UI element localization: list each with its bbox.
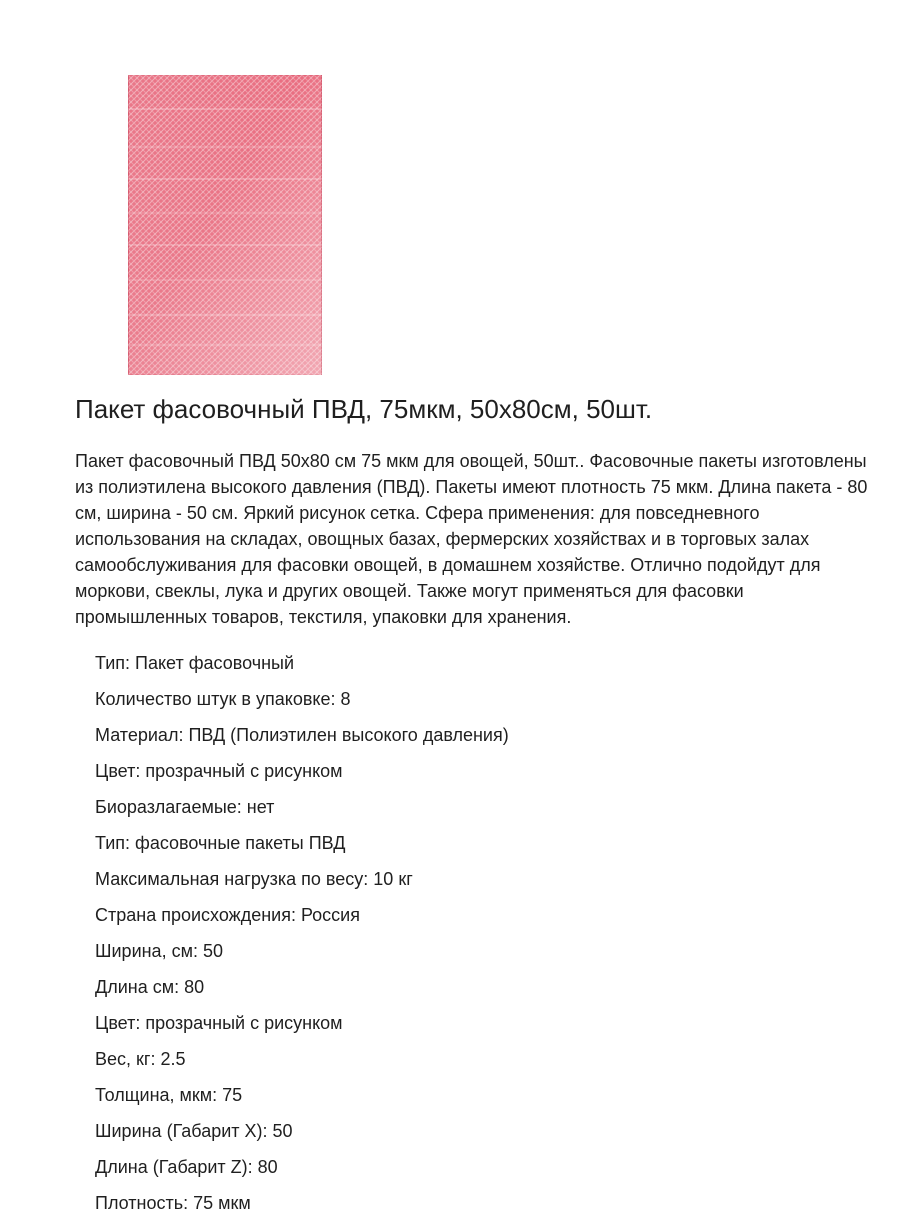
spec-item: Цвет: прозрачный с рисунком [95,761,343,781]
mesh-bag-image [128,75,322,375]
product-description: Пакет фасовочный ПВД 50х80 см 75 мкм для овощей, 50шт.. Фасовочные пакеты изготовлены из полиэтилена высокого давления (ПВД). Пакеты имеют плотность 75 мкм. Длина пакета - 80 см, ширина - 50 см. Яркий рисунок сетка. Сфера применения: для повседневного использования на складах, овощных базах, фермерских хозяйствах и в торговых залах самообслуживания для фасовки овощей, в домашнем хозяйстве. Отлично подойдут для моркови, свеклы, лука и других овощей. Также могут применяться для фасовки промышленных товаров, текстиля, упаковки для хранения. [75,451,868,627]
spec-item: Тип: Пакет фасовочный [95,653,295,673]
spec-item: Количество штук в упаковке: 8 [95,689,351,709]
spec-item: Вес, кг: 2.5 [95,1049,186,1069]
spec-item: Цвет: прозрачный с рисунком [95,1013,343,1033]
spec-item: Длина см: 80 [95,977,205,997]
spec-item: Максимальная нагрузка по весу: 10 кг [95,869,413,889]
spec-item: Ширина (Габарит X): 50 [95,1121,293,1141]
spec-item: Материал: ПВД (Полиэтилен высокого давления) [95,725,509,745]
specs-list [95,651,509,1227]
spec-item: Страна происхождения: Россия [95,905,360,925]
spec-item: Толщина, мкм: 75 [95,1085,243,1105]
product-image [128,75,322,375]
spec-item: Ширина, см: 50 [95,941,223,961]
spec-item: Длина (Габарит Z): 80 [95,1157,278,1177]
spec-item: Биоразлагаемые: нет [95,797,275,817]
spec-item: Плотность: 75 мкм [95,1193,251,1213]
spec-item: Тип: фасовочные пакеты ПВД [95,833,346,853]
product-title: Пакет фасовочный ПВД, 75мкм, 50х80см, 50шт. [75,394,653,424]
